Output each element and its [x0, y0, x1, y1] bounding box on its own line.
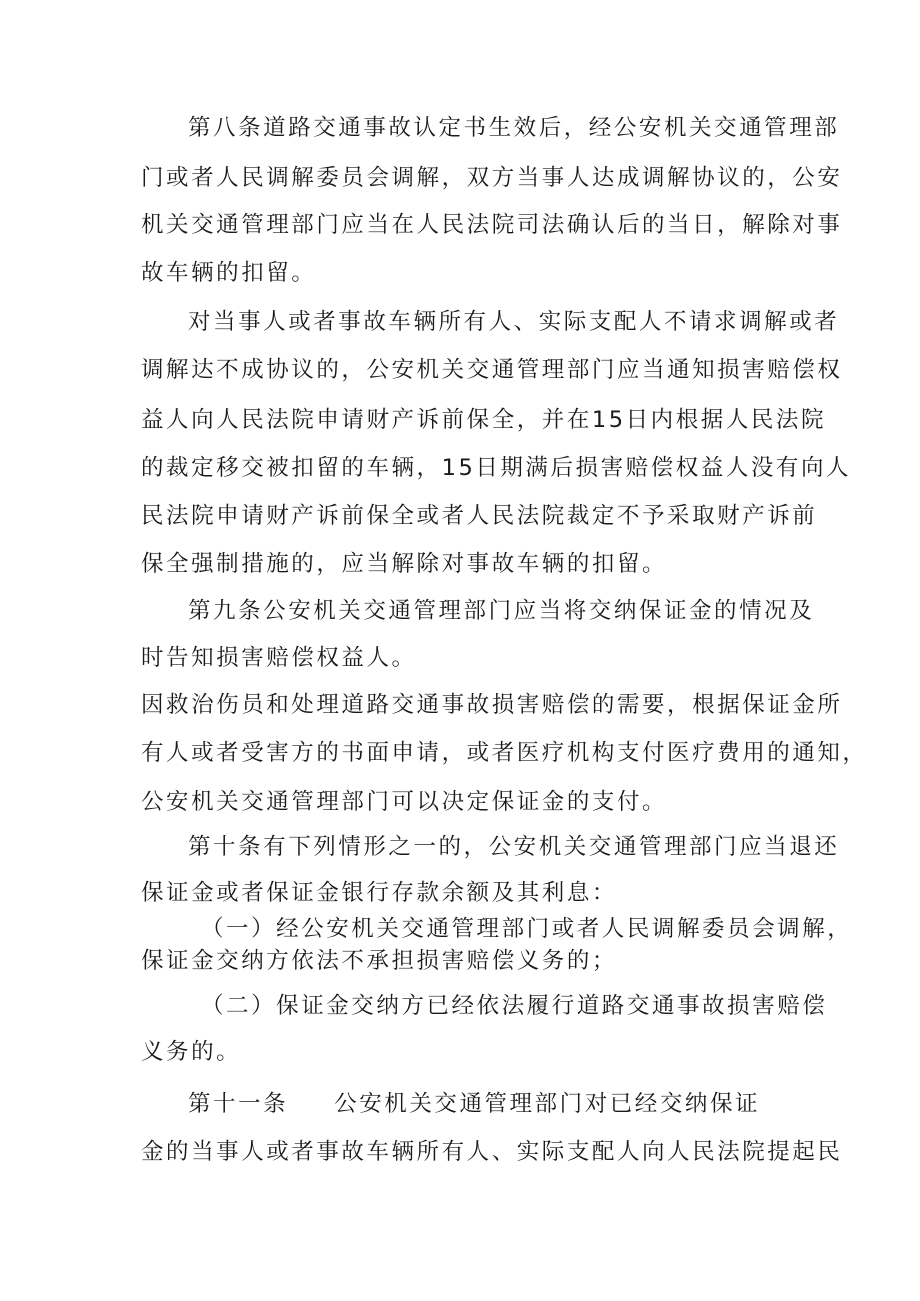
article-10-item-2-line-2: 义务的。	[141, 1039, 242, 1065]
article-10-item-2-line-1: （二）保证金交纳方已经依法履行道路交通事故损害赔偿	[201, 993, 828, 1019]
article-8-line-2: 门或者人民调解委员会调解，双方当事人达成调解协议的，公安	[141, 165, 843, 191]
article-8-para-2-line-5: 民法院申请财产诉前保全或者人民法院裁定不予采取财产诉前	[141, 503, 818, 529]
article-8-para-2-line-6: 保全强制措施的，应当解除对事故车辆的扣留。	[141, 551, 668, 577]
article-10-line-2: 保证金或者保证金银行存款余额及其利息：	[141, 880, 617, 906]
article-8-para-2-line-2: 调解达不成协议的，公安机关交通管理部门应当通知损害赔偿权	[141, 357, 843, 383]
article-8-line-4: 故车辆的扣留。	[141, 260, 317, 286]
article-11-line-2: 金的当事人或者事故车辆所有人、实际支配人向人民法院提起民	[141, 1139, 843, 1165]
article-10-item-1-line-2: 保证金交纳方依法不承担损害赔偿义务的；	[141, 948, 617, 974]
article-10-line-1: 第十条有下列情形之一的，公安机关交通管理部门应当退还	[188, 834, 840, 860]
article-11-line-1	[188, 1089, 760, 1119]
article-9-line-2: 时告知损害赔偿权益人。	[141, 645, 417, 671]
article-8-para-2-line-4: 的裁定移交被扣留的车辆，15日期满后损害赔偿权益人没有向人	[141, 455, 852, 481]
article-11-text: 公安机关交通管理部门对已经交纳保证	[334, 1091, 761, 1117]
article-11-number: 第十一条	[188, 1091, 289, 1117]
article-9-line-1: 第九条公安机关交通管理部门应当将交纳保证金的情况及	[188, 598, 815, 624]
article-8-para-2-line-1: 对当事人或者事故车辆所有人、实际支配人不请求调解或者	[188, 309, 840, 335]
article-8-para-2-line-3: 益人向人民法院申请财产诉前保全，并在15日内根据人民法院	[141, 407, 827, 433]
article-9-para-2-line-3: 公安机关交通管理部门可以决定保证金的支付。	[141, 789, 668, 815]
article-8-line-3: 机关交通管理部门应当在人民法院司法确认后的当日，解除对事	[141, 212, 843, 238]
article-10-item-1-line-1: （一）经公安机关交通管理部门或者人民调解委员会调解，	[201, 916, 853, 942]
article-9-para-2-line-2: 有人或者受害方的书面申请，或者医疗机构支付医疗费用的通知，	[141, 740, 868, 766]
article-9-para-2-line-1: 因救治伤员和处理道路交通事故损害赔偿的需要，根据保证金所	[141, 692, 843, 718]
article-8-line-1: 第八条道路交通事故认定书生效后，经公安机关交通管理部	[188, 115, 840, 141]
